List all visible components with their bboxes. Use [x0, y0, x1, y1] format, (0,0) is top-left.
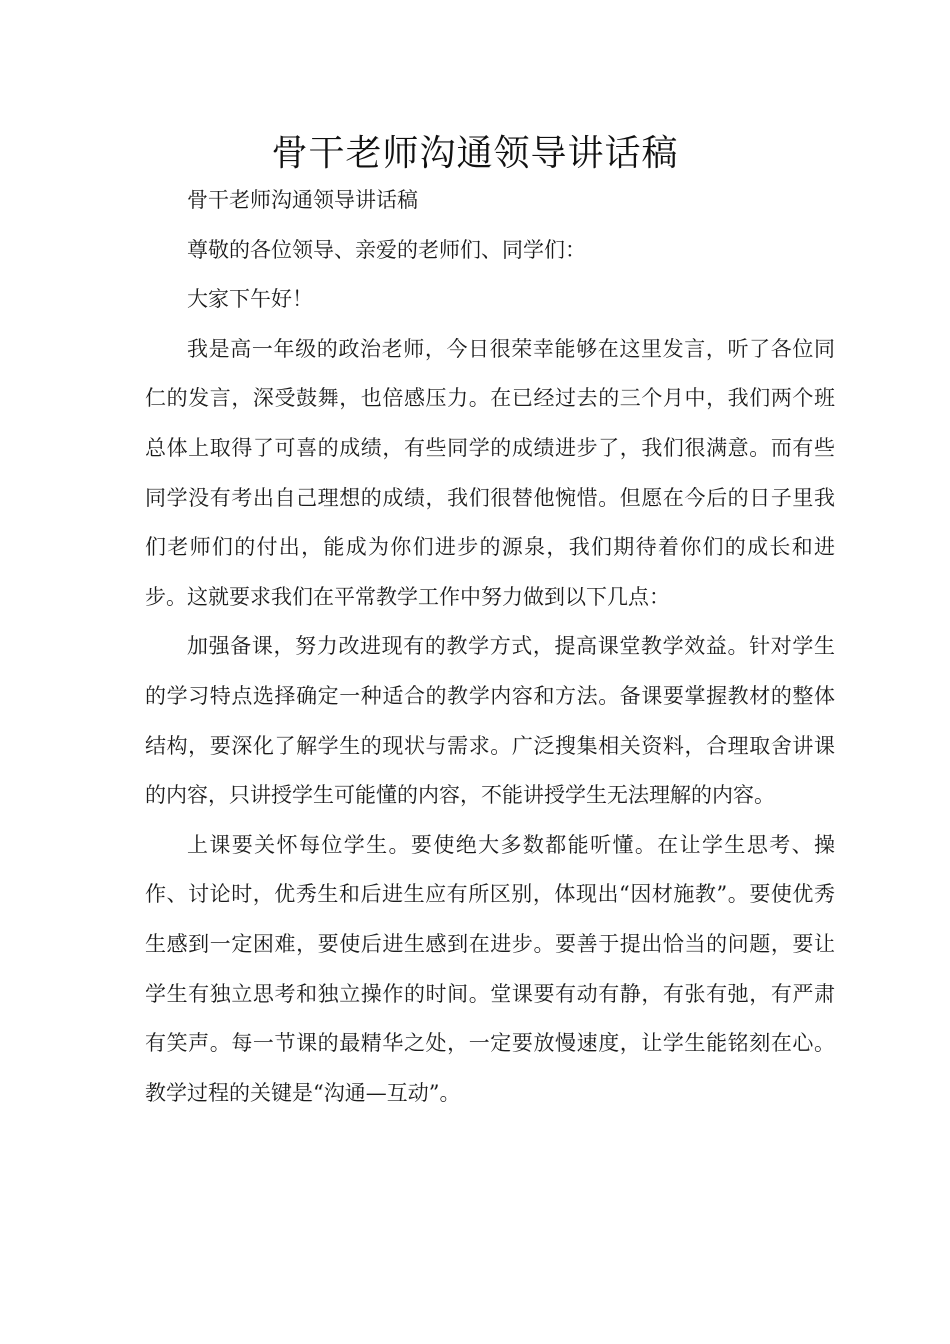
- paragraph-greeting: 大家下午好！: [187, 287, 313, 312]
- paragraph-salutation: 尊敬的各位领导、亲爱的老师们、同学们：: [187, 237, 586, 262]
- document-body: [145, 176, 835, 1118]
- paragraph-introduction: 我是高一年级的政治老师，今日很荣幸能够在这里发言，听了各位同仁的发言，深受鼓舞，也倍感压力。在已经过去的三个月中，我们两个班总体上取得了可喜的成绩，有些同学的成绩进步了，我们很满意。而有些同学没有考出自己理想的成绩，我们很替他惋惜。但愿在今后的日子里我们老师们的付出，能成为你们进步的源泉，我们期待着你们的成长和进步。这就要求我们在平常教学工作中努力做到以下几点：: [145, 336, 835, 609]
- document-title: 骨干老师沟通领导讲话稿: [271, 133, 679, 174]
- paragraph-subtitle: 骨干老师沟通领导讲话稿: [187, 188, 418, 212]
- paragraph-lesson-preparation: 加强备课，努力改进现有的教学方式，提高课堂教学效益。针对学生的学习特点选择确定一种适合的教学内容和方法。备课要掌握教材的整体结构，要深化了解学生的现状与需求。广泛搜集相关资料，合理取舍讲课的内容，只讲授学生可能懂的内容，不能讲授学生无法理解的内容。: [145, 634, 835, 808]
- paragraph-classroom-care: 上课要关怀每位学生。要使绝大多数都能听懂。在让学生思考、操作、讨论时，优秀生和后进生应有所区别，体现出“因材施教”。要使优秀生感到一定困难，要使后进生感到在进步。要善于提出恰当的问题，要让学生有独立思考和独立操作的时间。堂课要有动有静，有张有弛，有严肃有笑声。每一节课的最精华之处，一定要放慢速度，让学生能铭刻在心。教学过程的关键是“沟通—互动”。: [145, 832, 835, 1105]
